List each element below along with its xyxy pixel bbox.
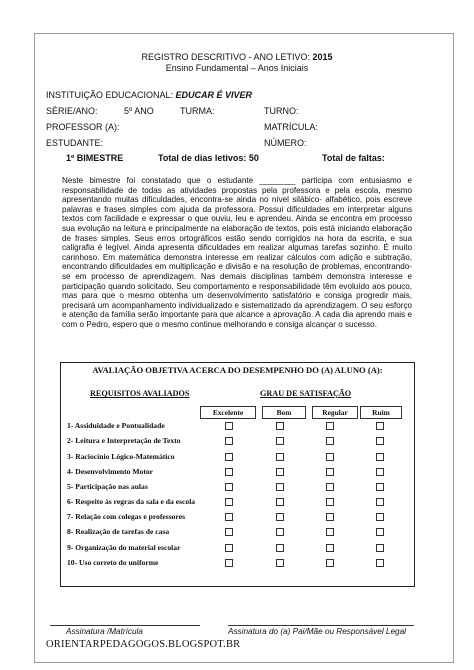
footer-website: ORIENTARPEDAGOGOS.BLOGSPOT.BR <box>46 639 241 650</box>
checkbox-regular[interactable] <box>326 483 334 491</box>
turma-label: TURMA: <box>180 106 215 116</box>
checkbox-regular[interactable] <box>326 528 334 536</box>
checkbox-regular[interactable] <box>326 437 334 445</box>
matricula-label: MATRÍCULA: <box>264 122 318 132</box>
title-prefix: REGISTRO DESCRITIVO - ANO LETIVO: <box>141 52 313 62</box>
checkbox-bom[interactable] <box>276 498 284 506</box>
signature-line-right <box>228 625 414 626</box>
checkbox-bom[interactable] <box>276 453 284 461</box>
checkbox-excelente[interactable] <box>225 513 233 521</box>
checkbox-ruim[interactable] <box>376 559 384 567</box>
document-title <box>0 52 474 62</box>
descriptive-report-paragraph: Neste bimestre foi constatado que o estudante ________ participa com entusiasmo e responsabilidade de todas as atividades propostas pela professora e pela escola, mesmo apresentando muitas dificuldades, encontra-se ainda no nível silábico- alfabético, pois escreve palavras e frases simples com ajuda da professora. Possui dificuldades em interpretar alguns textos com facilidade e expressar o que ouviu, leu e aprendeu. Ainda se encontra em processo sua evolução na leitura e principalmente na elaboração de textos, pois está iniciando elaboração de frases simples. Seus erros ortográficos estão sendo corrigidos na hora da escrita, e sua caligrafia é legível. Ainda apresenta dificuldades em realizar algumas tarefas sozinho. É muito carinhoso. Em matemática demonstra interesse em realizar cálculos com adição e subtração, encontrando dificuldades em multiplicação e divisão e na resolução de problemas, encontrando-se em processo de aprendizagem. Nas demais disciplinas também demonstra interesse e participação quando solicitado. Seu comportamento e responsabilidade têm evoluído aos pouco, mas para que o mesmo obtenha um desenvolvimento satisfatório e consiga progredir mais, precisará um acompanhamento individualizado e sistematizado da aprendizagem. O seu esforço e atenção da família serão importante para que alcance a aprovação. A cada dia aprendo mais e com o Pedro, espero que o mesmo continue melhorando e consiga alcançar o sucesso. <box>62 176 412 329</box>
checkbox-regular[interactable] <box>326 498 334 506</box>
rating-header-regular: Regular <box>312 406 358 419</box>
checkbox-bom[interactable] <box>276 483 284 491</box>
serie-value: 5º ANO <box>124 106 154 116</box>
requirement-label: 3- Raciocínio Lógico-Matemático <box>67 452 175 461</box>
checkbox-ruim[interactable] <box>376 528 384 536</box>
requirement-label: 1- Assiduidade e Pontualidade <box>67 421 165 430</box>
requirement-label: 7- Relação com colegas e professores <box>67 512 186 521</box>
institution-label: INSTITUIÇÃO EDUCACIONAL: <box>46 90 176 100</box>
checkbox-ruim[interactable] <box>376 453 384 461</box>
checkbox-ruim[interactable] <box>376 422 384 430</box>
checkbox-regular[interactable] <box>326 544 334 552</box>
requirement-label: 9- Organização do material escolar <box>67 543 181 552</box>
serie-label: SÉRIE/ANO: <box>46 106 98 116</box>
checkbox-regular[interactable] <box>326 422 334 430</box>
checkbox-ruim[interactable] <box>376 513 384 521</box>
requirement-label: 4- Desenvolvimento Motor <box>67 467 154 476</box>
document-subtitle: Ensino Fundamental – Anos Iniciais <box>165 63 309 73</box>
checkbox-regular[interactable] <box>326 453 334 461</box>
signature-label-left: Assinatura /Matrícula <box>66 627 143 636</box>
rating-header-ruim: Ruim <box>360 406 402 419</box>
checkbox-excelente[interactable] <box>225 528 233 536</box>
checkbox-excelente[interactable] <box>225 422 233 430</box>
absences-total: Total de faltas: <box>322 153 385 163</box>
requirement-label: 8- Realização de tarefas de casa <box>67 527 170 536</box>
rating-header-excelente: Excelente <box>200 406 256 419</box>
checkbox-excelente[interactable] <box>225 437 233 445</box>
checkbox-excelente[interactable] <box>225 498 233 506</box>
numero-label: NÚMERO: <box>264 138 307 148</box>
checkbox-ruim[interactable] <box>376 498 384 506</box>
title-year: 2015 <box>312 52 333 62</box>
signature-line-left <box>50 625 200 626</box>
institution-row <box>46 90 252 100</box>
checkbox-bom[interactable] <box>276 544 284 552</box>
satisfaction-heading: GRAU DE SATISFAÇÃO <box>260 389 352 398</box>
requirement-label: 5- Participação nas aulas <box>67 482 148 491</box>
bimester-label: 1º BIMESTRE <box>66 153 124 163</box>
professor-label: PROFESSOR (A): <box>46 122 120 132</box>
checkbox-regular[interactable] <box>326 513 334 521</box>
checkbox-ruim[interactable] <box>376 468 384 476</box>
checkbox-bom[interactable] <box>276 513 284 521</box>
checkbox-excelente[interactable] <box>225 559 233 567</box>
rating-header-bom: Bom <box>262 406 306 419</box>
turno-label: TURNO: <box>264 106 299 116</box>
checkbox-bom[interactable] <box>276 422 284 430</box>
checkbox-regular[interactable] <box>326 468 334 476</box>
institution-name: EDUCAR É VIVER <box>175 90 253 100</box>
requirement-label: 10- Uso correto do uniforme <box>67 558 159 567</box>
requirements-heading: REQUISITOS AVALIADOS <box>90 389 190 398</box>
checkbox-ruim[interactable] <box>376 437 384 445</box>
checkbox-excelente[interactable] <box>225 544 233 552</box>
estudante-label: ESTUDANTE: <box>46 138 104 148</box>
checkbox-bom[interactable] <box>276 437 284 445</box>
checkbox-bom[interactable] <box>276 559 284 567</box>
checkbox-bom[interactable] <box>276 468 284 476</box>
checkbox-ruim[interactable] <box>376 544 384 552</box>
school-days-total: Total de dias letivos: 50 <box>158 153 259 163</box>
requirement-label: 2- Leitura e Interpretação de Texto <box>67 436 181 445</box>
checkbox-ruim[interactable] <box>376 483 384 491</box>
checkbox-bom[interactable] <box>276 528 284 536</box>
checkbox-excelente[interactable] <box>225 468 233 476</box>
checkbox-excelente[interactable] <box>225 483 233 491</box>
checkbox-regular[interactable] <box>326 559 334 567</box>
signature-label-right: Assinatura do (a) Pai/Mãe ou Responsável Legal <box>228 627 406 636</box>
evaluation-title: AVALIAÇÃO OBJETIVA ACERCA DO DESEMPENHO DO (A) ALUNO (A): <box>92 365 383 375</box>
requirement-label: 6- Respeito às regras da sala e da escola <box>67 497 196 506</box>
checkbox-excelente[interactable] <box>225 453 233 461</box>
